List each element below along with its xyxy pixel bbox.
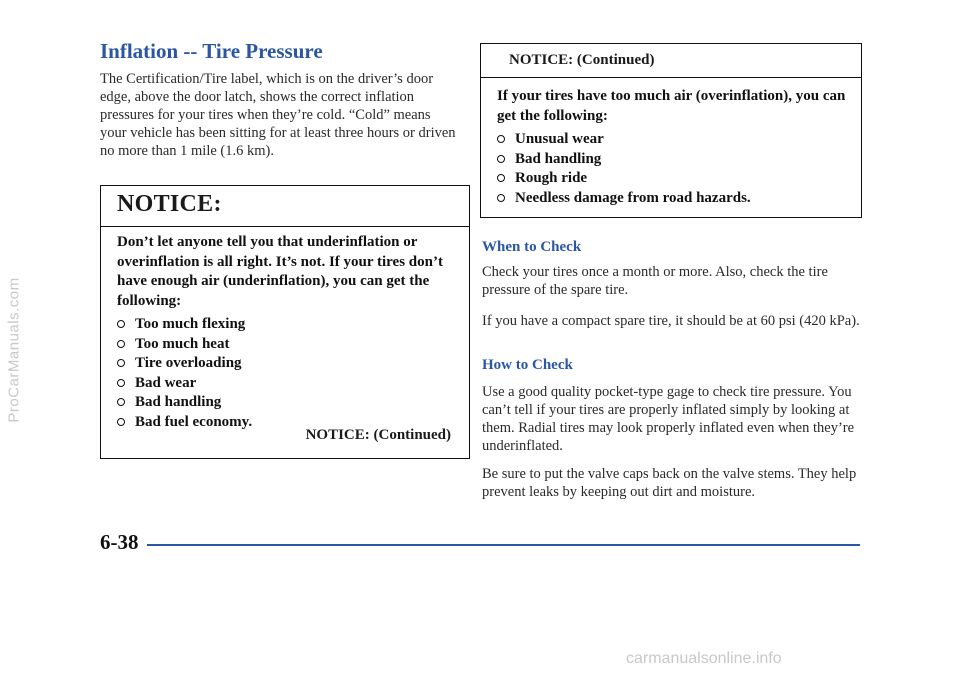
how-to-check-heading: How to Check (482, 357, 573, 373)
list-item: Rough ride (497, 169, 847, 189)
when-to-check-paragraph-2: If you have a compact spare tire, it should be at 60 psi (420 kPa). (482, 313, 860, 329)
bullet-icon (497, 135, 505, 143)
bullet-icon (117, 359, 125, 367)
notice-heading: NOTICE: (117, 191, 222, 217)
list-item: Unusual wear (497, 130, 847, 150)
notice-continued-box (480, 43, 862, 218)
notice-continued-body (497, 87, 847, 208)
when-to-check-heading: When to Check (482, 239, 582, 255)
page-number: 6-38 (100, 530, 139, 554)
list-item: Bad handling (117, 393, 455, 413)
bullet-icon (497, 194, 505, 202)
list-item: Bad fuel economy. (117, 413, 455, 433)
bottom-watermark: carmanualsonline.info (626, 650, 782, 667)
list-item: Tire overloading (117, 354, 455, 374)
bullet-icon (497, 174, 505, 182)
notice-continued-text: If your tires have too much air (overinflation), you can get the following: (497, 88, 846, 124)
how-to-check-paragraph-1: Use a good quality pocket-type gage to check tire pressure. You can’t tell if your tires are properly inflated simply by looking at them. Radial tires may look properly inflated even when they’re underinflated. (482, 384, 855, 454)
list-item: Needless damage from road hazards. (497, 189, 847, 209)
bullet-icon (497, 155, 505, 163)
notice-continued-header (481, 44, 861, 78)
section-title: Inflation -- Tire Pressure (100, 39, 323, 63)
list-item: Too much heat (117, 335, 455, 355)
notice-continued-heading: NOTICE: (Continued) (509, 52, 655, 68)
footer-rule (147, 544, 860, 546)
side-watermark (6, 140, 22, 560)
bullet-icon (117, 418, 125, 426)
underinflation-list (117, 315, 455, 432)
notice-continued-label: NOTICE: (Continued) (305, 427, 451, 443)
side-watermark-text: ProCarManuals.com (5, 277, 23, 423)
bullet-icon (117, 398, 125, 406)
when-to-check-paragraph-1: Check your tires once a month or more. Also, check the tire pressure of the spare tire. (482, 264, 828, 298)
bullet-icon (117, 320, 125, 328)
intro-paragraph: The Certification/Tire label, which is on the driver’s door edge, above the door latch, shows the correct inflation pressures for your tires when they’re cold. “Cold” means your vehicle has been sitting for at least three hours or driven no more than 1 mile (1.6 km). (100, 71, 456, 159)
bullet-icon (117, 379, 125, 387)
notice-body (117, 233, 455, 432)
notice-header (101, 186, 469, 227)
notice-box (100, 185, 470, 459)
how-to-check-paragraph-2: Be sure to put the valve caps back on the valve stems. They help prevent leaks by keeping out dirt and moisture. (482, 466, 857, 500)
list-item: Bad handling (497, 150, 847, 170)
list-item: Too much flexing (117, 315, 455, 335)
list-item: Bad wear (117, 374, 455, 394)
overinflation-list (497, 130, 847, 208)
bullet-icon (117, 340, 125, 348)
notice-text: Don’t let anyone tell you that underinflation or overinflation is all right. It’s not. If your tires don’t have enough air (underinflation), you can get the following: (117, 234, 443, 309)
